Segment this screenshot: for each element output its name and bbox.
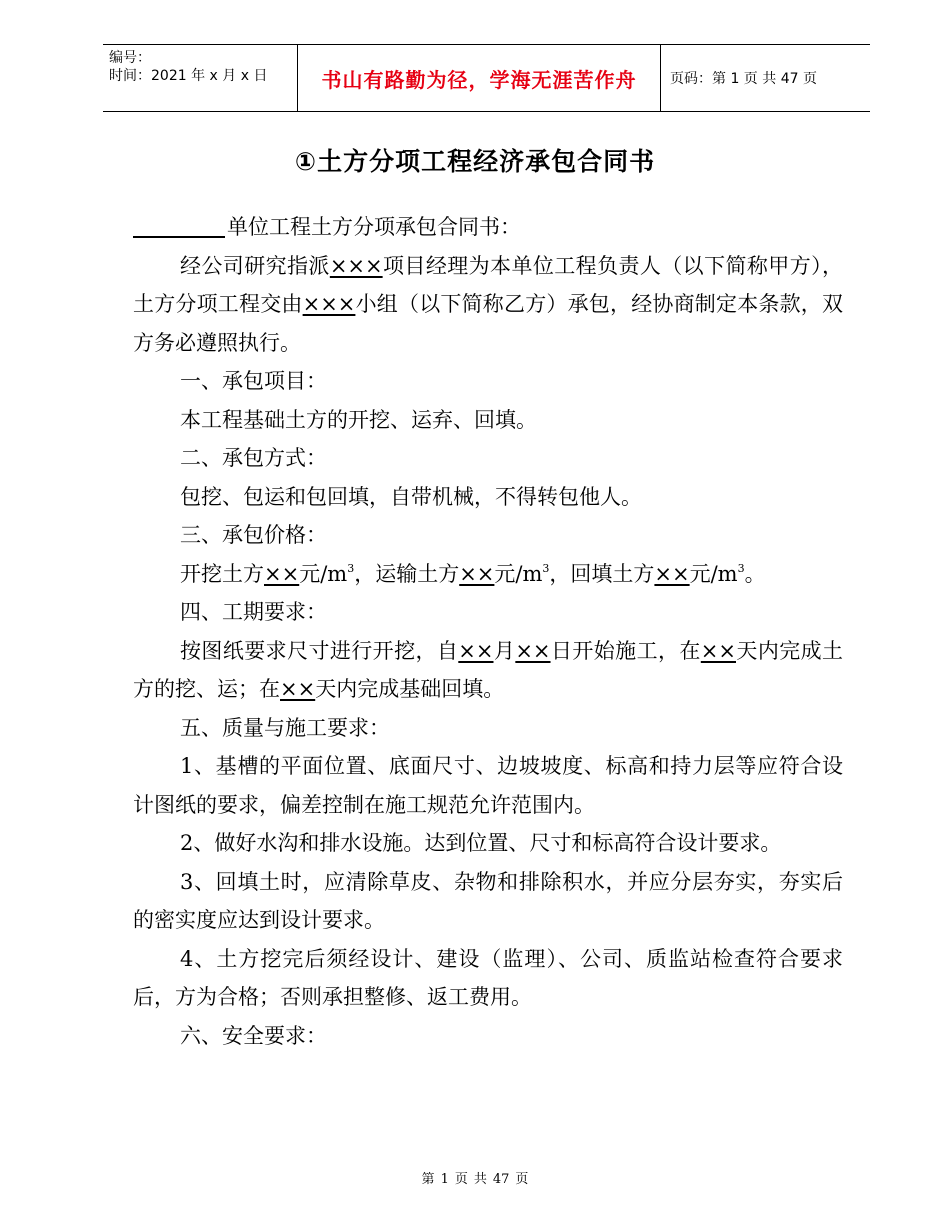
section-1-heading: 一、承包项目：: [180, 369, 327, 393]
document-title: ①土方分项工程经济承包合同书: [294, 147, 656, 176]
section-3-text: 开挖土方××元$/m^3$，运输土方××元$/m^3$，回填土方××元$/m^3$。: [180, 561, 766, 586]
paragraph-preamble: 经公司研究指派×××项目经理为本单位工程负责人（以下简称甲方），土方分项工程交由×××小组（以下简称乙方）承包，经协商制定本条款，双方务必遵照执行。: [133, 253, 844, 355]
header-meta-cell: [103, 45, 298, 111]
intro-line: 单位工程土方分项承包合同书：: [133, 208, 843, 247]
section-4-heading: 四、工期要求：: [180, 600, 327, 624]
section-6-heading: 六、安全要求：: [180, 1023, 327, 1048]
section-5-item-2: 2、做好水沟和排水设施。达到位置、尺寸和标高符合设计要求。: [180, 831, 782, 855]
header-motto: 书山有路勤为径，学海无涯苦作舟: [298, 45, 661, 111]
header-table: [103, 44, 870, 112]
header-page-info: 页码：第 1 页 共 47 页: [670, 71, 817, 87]
section-2-heading: 二、承包方式：: [180, 446, 327, 470]
document-body: [133, 208, 843, 1055]
section-5-heading: 五、质量与施工要求：: [180, 715, 390, 740]
serial-label: 编号：: [109, 50, 151, 66]
section-5-item-1: 1、基槽的平面位置、底面尺寸、边坡坡度、标高和持力层等应符合设计图纸的要求，偏差控制在施工规范允许范围内。: [133, 754, 843, 817]
page-footer: 第 1 页 共 47 页: [421, 1172, 529, 1187]
time-label: 时间：2021 年 x 月 x 日: [109, 68, 268, 84]
section-3-heading: 三、承包价格：: [180, 523, 327, 547]
section-4-text: 按图纸要求尺寸进行开挖，自××月××日开始施工，在××天内完成土方的挖、运；在××天内完成基础回填。: [133, 638, 844, 701]
footer-page-number: 1: [440, 1172, 449, 1187]
footer-total-pages: 47: [492, 1172, 510, 1187]
blank-field: [133, 210, 225, 238]
section-5-item-3: 3、回填土时，应清除草皮、杂物和排除积水，并应分层夯实，夯实后的密实度应达到设计要求。: [133, 869, 843, 932]
section-2-text: 包挖、包运和包回填，自带机械，不得转包他人。: [180, 484, 642, 509]
section-5-item-4: 4、土方挖完后须经设计、建设（监理）、公司、质监站检查符合要求后，方为合格；否则承担整修、返工费用。: [133, 946, 843, 1009]
section-1-text: 本工程基础土方的开挖、运弃、回填。: [180, 407, 537, 432]
